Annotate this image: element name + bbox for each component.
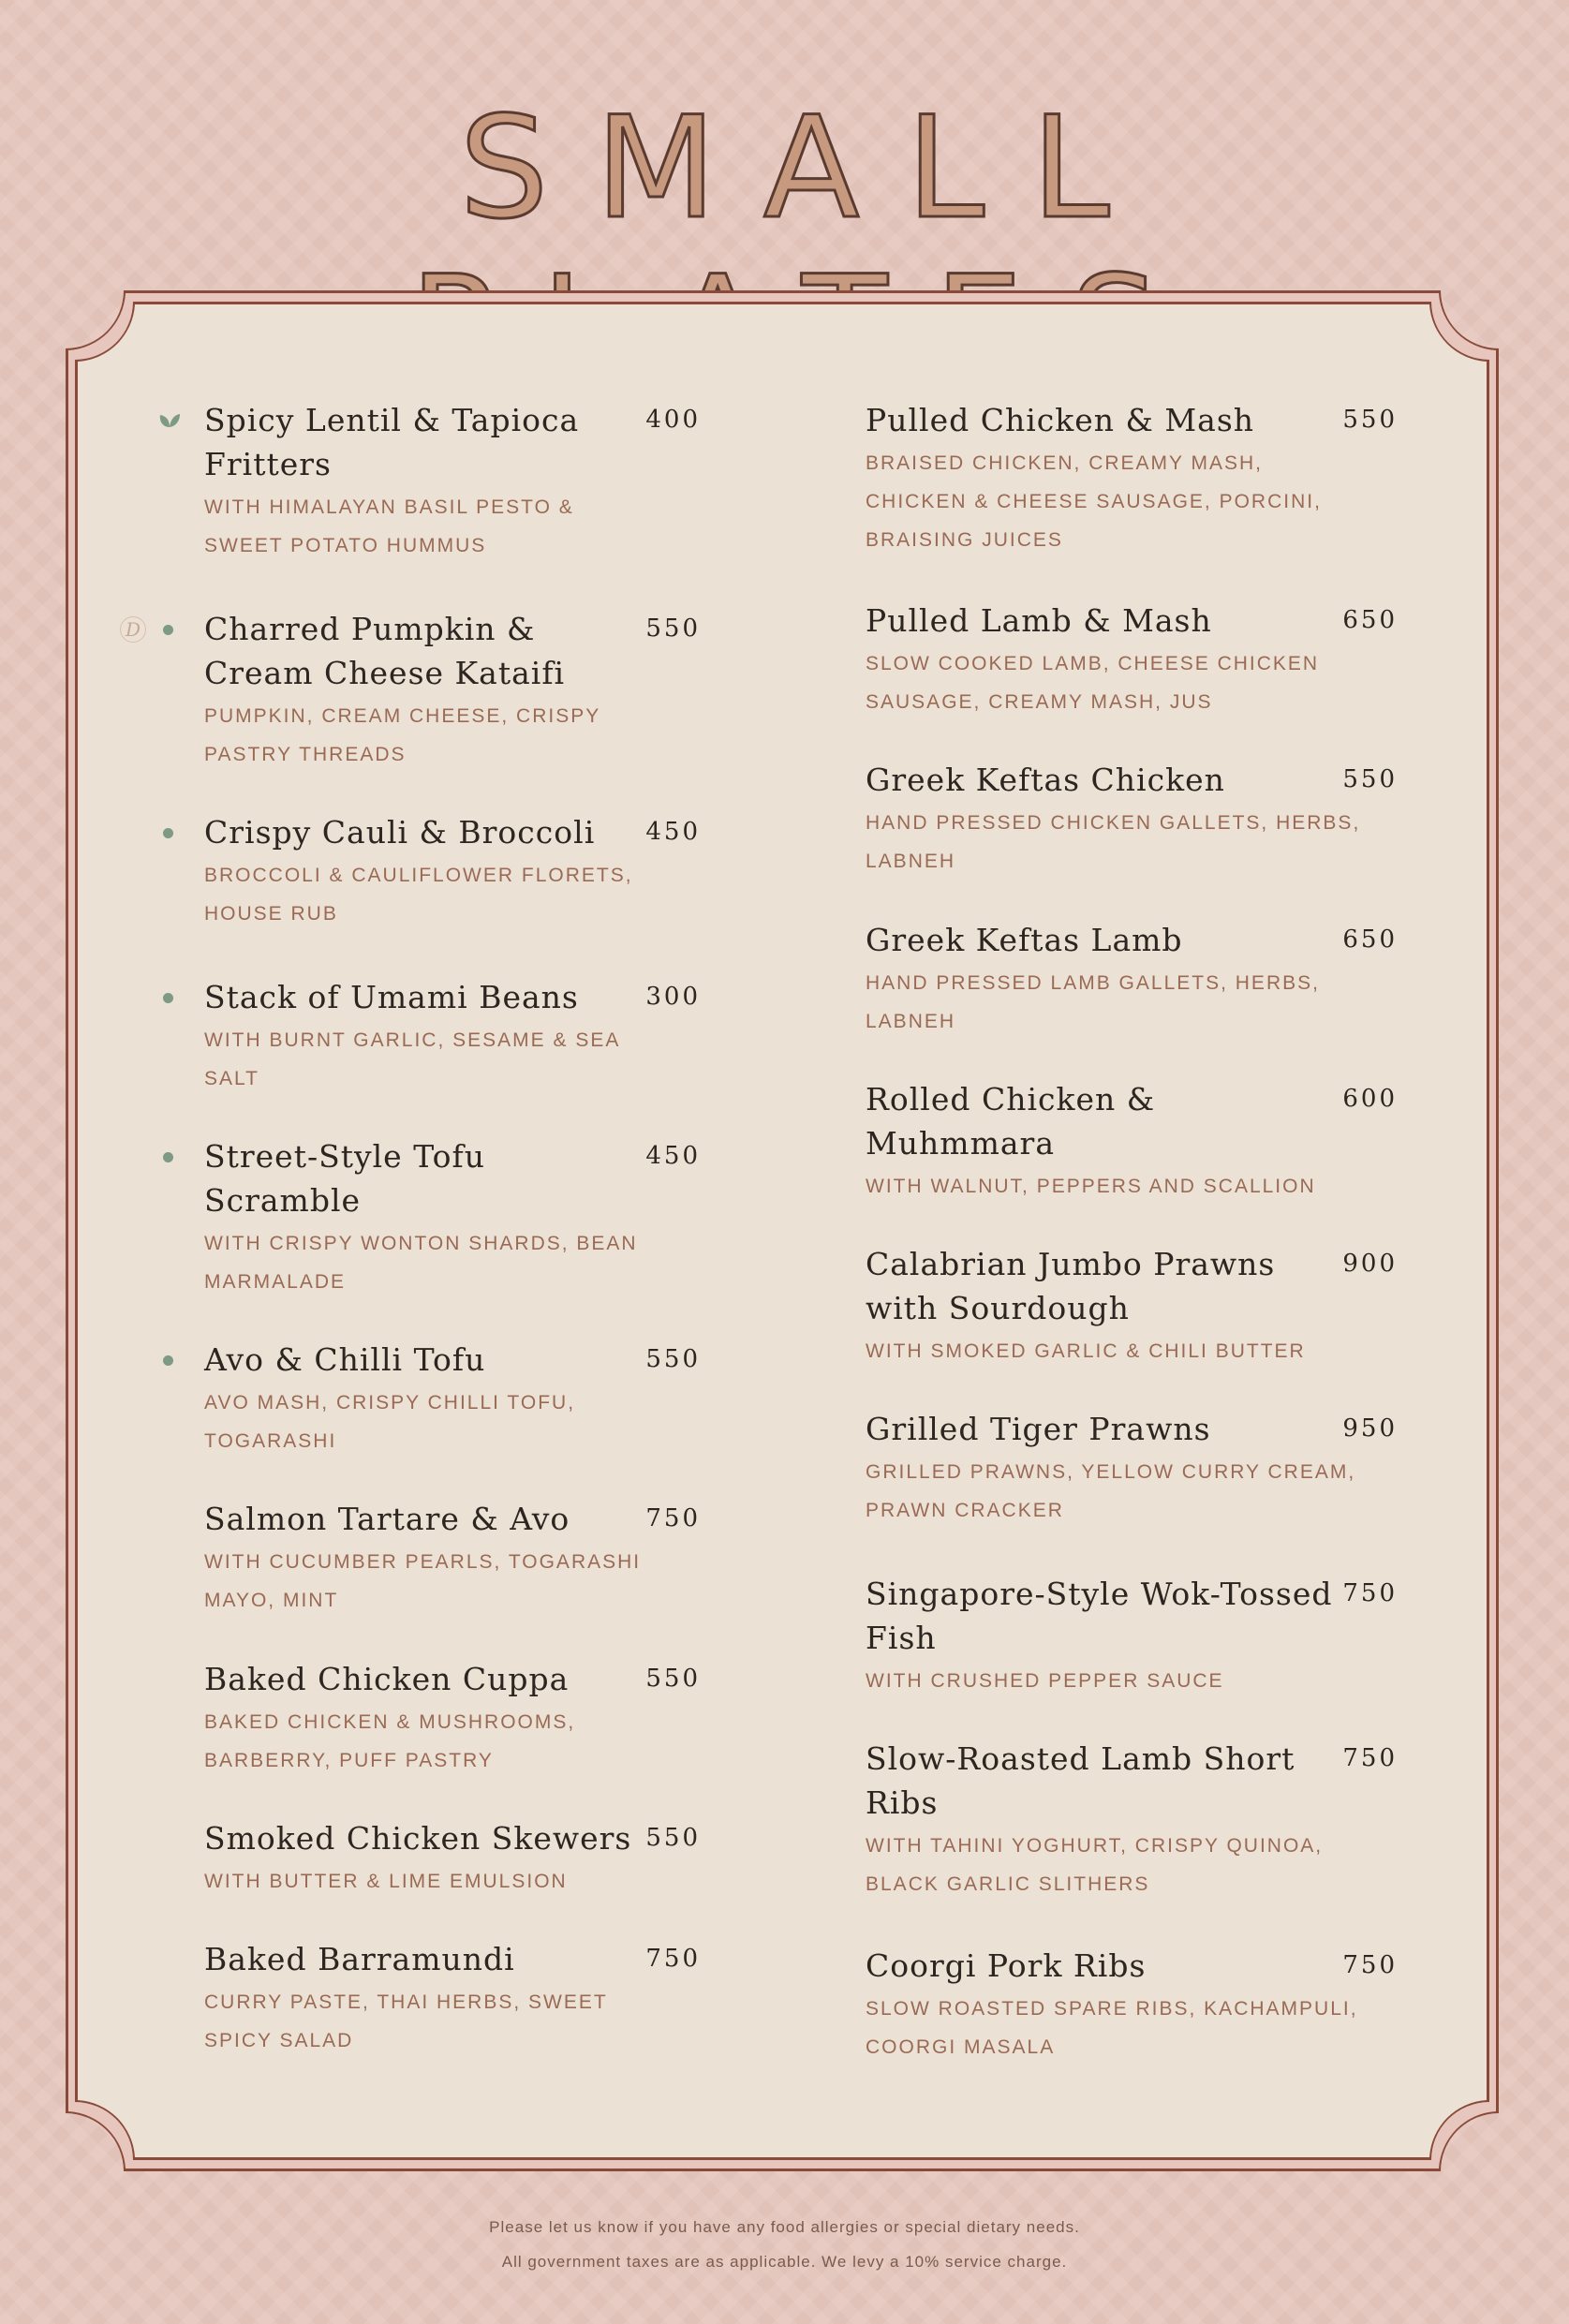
dish-description: BLACK GARLIC SLITHERS	[866, 1873, 1150, 1895]
dish-price: 550	[1342, 406, 1398, 434]
dish-description: WITH BURNT GARLIC, SESAME & SEA	[204, 1029, 621, 1051]
footer-tax-note: All government taxes are as applicable. We levy a 10% service charge.	[501, 2253, 1068, 2271]
dish-description: WITH WALNUT, PEPPERS AND SCALLION	[866, 1176, 1316, 1197]
dish-description: BRAISED CHICKEN, CREAMY MASH,	[866, 452, 1264, 474]
dish-description: WITH CRUSHED PEPPER SAUCE	[866, 1670, 1224, 1692]
dish-price: 550	[645, 1824, 701, 1852]
dish-description: WITH CUCUMBER PEARLS, TOGARASHI	[204, 1551, 642, 1573]
dish-description: SAUSAGE, CREAMY MASH, JUS	[866, 691, 1213, 713]
dish-description: TOGARASHI	[204, 1430, 337, 1452]
dish-description: HOUSE RUB	[204, 903, 338, 925]
dish-price: 400	[645, 406, 701, 434]
dish-description: WITH CRISPY WONTON SHARDS, BEAN	[204, 1233, 638, 1254]
dish-price: 750	[1342, 1951, 1398, 1979]
dish-name: Singapore-Style Wok-Tossed	[866, 1576, 1333, 1612]
dish-name: Slow-Roasted Lamb Short	[866, 1740, 1295, 1777]
vegetarian-dot-icon	[163, 828, 173, 838]
dish-description: PRAWN CRACKER	[866, 1500, 1064, 1521]
footer-allergy-note: Please let us know if you have any food allergies or special dietary needs.	[489, 2218, 1080, 2236]
dish-description: BAKED CHICKEN & MUSHROOMS,	[204, 1711, 576, 1733]
dish-price: 950	[1342, 1414, 1398, 1443]
dish-description: CURRY PASTE, THAI HERBS, SWEET	[204, 1991, 608, 2013]
dish-price: 750	[645, 1504, 701, 1532]
dish-name: Cream Cheese Kataifi	[204, 655, 566, 691]
dish-price: 750	[645, 1945, 701, 1973]
dish-description: BARBERRY, PUFF PASTRY	[204, 1750, 494, 1771]
dish-price: 300	[645, 983, 701, 1011]
dish-price: 550	[645, 1665, 701, 1693]
dish-description: GRILLED PRAWNS, YELLOW CURRY CREAM,	[866, 1461, 1356, 1483]
dish-price: 600	[1342, 1085, 1398, 1113]
dish-price: 650	[1342, 606, 1398, 634]
dish-name: Grilled Tiger Prawns	[866, 1411, 1211, 1447]
dish-name: Calabrian Jumbo Prawns	[866, 1246, 1276, 1282]
dish-name: with Sourdough	[866, 1290, 1130, 1326]
dish-name: Scramble	[204, 1182, 362, 1219]
dish-name: Salmon Tartare & Avo	[204, 1501, 570, 1537]
dish-description: PUMPKIN, CREAM CHEESE, CRISPY	[204, 705, 601, 727]
dish-name: Muhmmara	[866, 1125, 1056, 1162]
dish-name: Coorgi Pork Ribs	[866, 1947, 1147, 1984]
dish-description: WITH BUTTER & LIME EMULSION	[204, 1871, 568, 1892]
dish-name: Stack of Umami Beans	[204, 979, 579, 1015]
dish-description: CHICKEN & CHEESE SAUSAGE, PORCINI,	[866, 491, 1322, 512]
dish-name: Baked Barramundi	[204, 1941, 515, 1977]
dish-description: LABNEH	[866, 851, 956, 872]
vegetarian-dot-icon	[163, 625, 173, 635]
dish-name: Avo & Chilli Tofu	[204, 1341, 486, 1378]
dish-name: Fish	[866, 1620, 937, 1656]
page-title: SMALL	[459, 87, 1157, 250]
dish-name: Baked Chicken Cuppa	[204, 1661, 570, 1697]
dish-name: Ribs	[866, 1784, 939, 1821]
vegan-leaf-icon	[157, 410, 182, 431]
dish-description: BROCCOLI & CAULIFLOWER FLORETS,	[204, 865, 633, 886]
dish-name: Pulled Chicken & Mash	[866, 402, 1255, 438]
dish-description: BRAISING JUICES	[866, 529, 1063, 551]
dish-price: 750	[1342, 1744, 1398, 1772]
dish-price: 550	[645, 1345, 701, 1373]
vegetarian-dot-icon	[163, 1152, 173, 1162]
dish-name: Crispy Cauli & Broccoli	[204, 814, 596, 851]
dish-name: Greek Keftas Lamb	[866, 922, 1183, 958]
dish-name: Street-Style Tofu	[204, 1138, 485, 1175]
dish-name: Pulled Lamb & Mash	[866, 602, 1212, 639]
dish-price: 650	[1342, 925, 1398, 954]
dish-description: COORGI MASALA	[866, 2036, 1056, 2058]
dish-description: MAYO, MINT	[204, 1590, 339, 1611]
dish-name: Spicy Lentil & Tapioca	[204, 402, 580, 438]
dish-name: Charred Pumpkin &	[204, 611, 536, 647]
dish-price: 900	[1342, 1250, 1398, 1278]
dish-price: 550	[1342, 765, 1398, 793]
dish-price: 450	[645, 1142, 701, 1170]
dish-name: Fritters	[204, 446, 332, 482]
vegetarian-dot-icon	[163, 1355, 173, 1366]
dish-description: SLOW COOKED LAMB, CHEESE CHICKEN	[866, 653, 1320, 674]
dish-price: 750	[1342, 1579, 1398, 1607]
dish-description: LABNEH	[866, 1011, 956, 1032]
dish-price: 450	[645, 818, 701, 846]
dish-description: SWEET POTATO HUMMUS	[204, 535, 487, 556]
dish-description: AVO MASH, CRISPY CHILLI TOFU,	[204, 1392, 576, 1414]
dish-description: SLOW ROASTED SPARE RIBS, KACHAMPULI,	[866, 1998, 1358, 2020]
dish-description: HAND PRESSED CHICKEN GALLETS, HERBS,	[866, 812, 1361, 834]
dish-description: SPICY SALAD	[204, 2030, 354, 2051]
dairy-d-icon: D	[120, 616, 146, 643]
dish-description: MARMALADE	[204, 1271, 347, 1293]
vegetarian-dot-icon	[163, 993, 173, 1003]
dish-price: 550	[645, 614, 701, 643]
dish-description: WITH TAHINI YOGHURT, CRISPY QUINOA,	[866, 1835, 1324, 1857]
dish-name: Smoked Chicken Skewers	[204, 1820, 632, 1857]
dish-description: PASTRY THREADS	[204, 744, 407, 765]
dish-name: Greek Keftas Chicken	[866, 762, 1225, 798]
dish-description: WITH HIMALAYAN BASIL PESTO &	[204, 496, 574, 518]
dish-description: HAND PRESSED LAMB GALLETS, HERBS,	[866, 972, 1320, 994]
dish-description: WITH SMOKED GARLIC & CHILI BUTTER	[866, 1340, 1306, 1362]
dish-description: SALT	[204, 1068, 259, 1089]
dish-name: Rolled Chicken &	[866, 1081, 1156, 1118]
